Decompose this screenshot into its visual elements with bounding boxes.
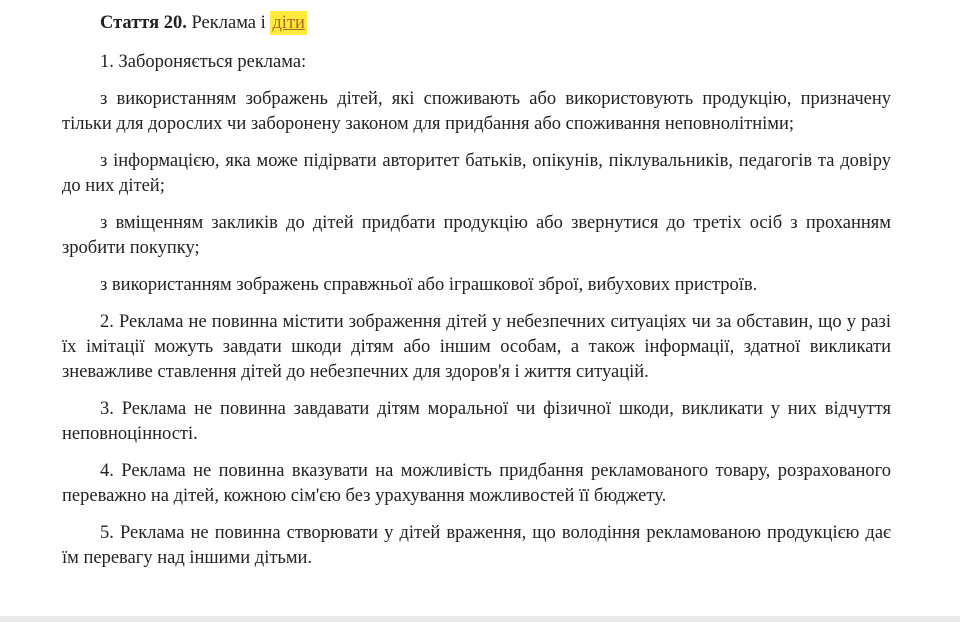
- paragraph-5: 5. Реклама не повинна створювати у дітей враження, що володіння рекламованою продукцією дає їм перевагу над іншими дітьми.: [62, 523, 891, 568]
- paragraph-1-item-3: з вміщенням закликів до дітей придбати продукцію або звернутися до третіх осіб з проханням зробити покупку;: [62, 213, 891, 258]
- page-bottom-divider: [0, 616, 960, 622]
- document-body: [62, 10, 891, 583]
- article-title-prefix: Реклама і: [191, 13, 271, 33]
- paragraph-4: 4. Реклама не повинна вказувати на можливість придбання рекламованого товару, розрахованого переважно на дітей, кожною сім'єю без урахування можливостей її бюджету.: [62, 461, 891, 506]
- paragraph-1-item-2: з інформацією, яка може підірвати авторитет батьків, опікунів, піклувальників, педагогів та довіру до них дітей;: [62, 151, 891, 196]
- paragraph-3: 3. Реклама не повинна завдавати дітям моральної чи фізичної шкоди, викликати у них відчуття неповноцінності.: [62, 399, 891, 444]
- paragraph-2: 2. Реклама не повинна містити зображення дітей у небезпечних ситуаціях чи за обставин, що у разі їх імітації можуть завдати шкоди дітям або іншим особам, а також інформації, здатної викликати зневажливе ставлення дітей до небезпечних для здоров'я і життя ситуацій.: [62, 312, 891, 382]
- paragraph-1-item-4: з використанням зображень справжньої або іграшкової зброї, вибухових пристроїв.: [100, 275, 758, 295]
- paragraph-1-item-1: з використанням зображень дітей, які споживають або використовують продукцію, призначену тільки для дорослих чи заборонену законом для придбання або споживання неповнолітніми;: [62, 89, 891, 134]
- article-heading: [62, 10, 891, 36]
- article-number: Стаття 20.: [100, 13, 187, 33]
- paragraph-1: 1. Забороняється реклама:: [100, 52, 307, 72]
- article-title: [192, 11, 307, 35]
- highlighted-search-term[interactable]: діти: [272, 13, 305, 33]
